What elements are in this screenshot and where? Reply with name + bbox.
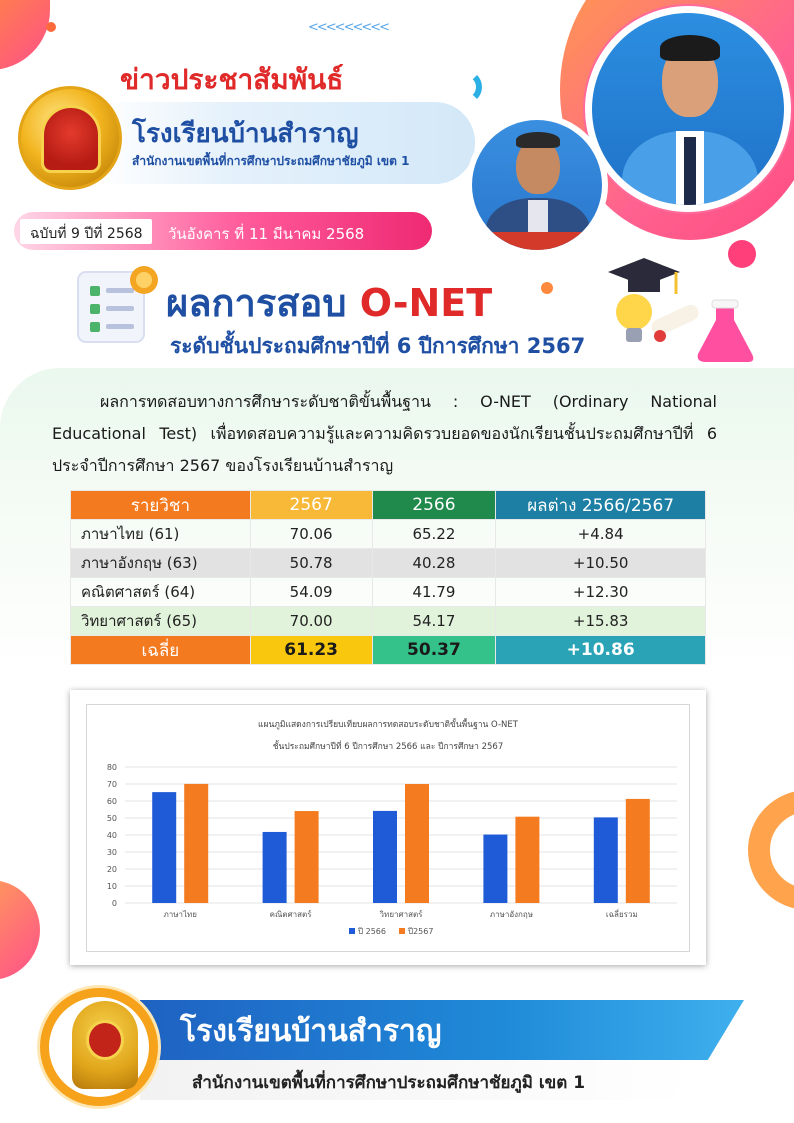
y-tick-label: 20: [106, 865, 117, 874]
cell-2566: 65.22: [372, 520, 496, 549]
cell-subject: คณิตศาสตร์ (64): [71, 578, 251, 607]
cell-subject: วิทยาศาสตร์ (65): [71, 607, 251, 636]
col-header-2566: 2566: [372, 491, 496, 520]
bar-2566: [263, 832, 287, 903]
school-name: โรงเรียนบ้านสำราญ: [132, 119, 359, 149]
cell-2567: 50.78: [250, 549, 372, 578]
headline-subtitle: ระดับชั้นประถมศึกษาปีที่ 6 ปีการศึกษา 2567: [170, 334, 586, 358]
cell-2567: 70.00: [250, 607, 372, 636]
legend-label: ปี2567: [408, 927, 434, 936]
y-tick-label: 30: [106, 848, 117, 857]
bar-2567: [184, 784, 208, 903]
cell-2566: 40.28: [372, 549, 496, 578]
intro-paragraph: [52, 386, 717, 482]
headline-prefix: ผลการสอบ: [166, 281, 347, 325]
chart-area: [86, 704, 690, 952]
cell-2567: 54.09: [250, 578, 372, 607]
cell-subject: ภาษาไทย (61): [71, 520, 251, 549]
cell-subject: ภาษาอังกฤษ (63): [71, 549, 251, 578]
graduation-lightbulb-flask-icon: [598, 250, 758, 370]
table-row: [71, 520, 706, 549]
bar-2567: [626, 799, 650, 903]
decor-ring-right: [748, 790, 794, 910]
cell-average-2567: 61.23: [250, 636, 372, 665]
cell-difference: +12.30: [496, 578, 706, 607]
headline-onet: O-NET: [359, 281, 493, 325]
seal-emblem-icon: [41, 105, 101, 173]
table-average-row: [71, 636, 706, 665]
bar-chart: [87, 705, 689, 951]
cell-difference: +15.83: [496, 607, 706, 636]
cell-average-2566: 50.37: [372, 636, 496, 665]
bar-2567: [405, 784, 429, 903]
y-tick-label: 50: [106, 814, 117, 823]
score-table: [70, 490, 706, 665]
x-tick-label: ภาษาไทย: [163, 910, 197, 919]
clipboard-checklist-icon: [72, 262, 168, 348]
cell-difference: +4.84: [496, 520, 706, 549]
y-tick-label: 10: [106, 882, 117, 891]
y-tick-label: 70: [106, 780, 117, 789]
table-row: [71, 578, 706, 607]
x-tick-label: คณิตศาสตร์: [269, 910, 312, 919]
bar-2567: [295, 811, 319, 903]
decor-circle-top-left: [0, 0, 50, 70]
office-name: สำนักงานเขตพื้นที่การศึกษาประถมศึกษาชัยภูมิ เขต 1: [132, 154, 410, 168]
table-row: [71, 549, 706, 578]
cell-2566: 41.79: [372, 578, 496, 607]
issue-number: ฉบับที่ 9 ปีที่ 2568: [30, 226, 143, 242]
bar-2567: [515, 817, 539, 903]
decor-dot-orange: [541, 282, 553, 294]
table-row: [71, 607, 706, 636]
cell-2567: 70.06: [250, 520, 372, 549]
decor-swoosh: [448, 70, 482, 104]
footer-office-name: สำนักงานเขตพื้นที่การศึกษาประถมศึกษาชัยภูมิ เขต 1: [192, 1073, 586, 1093]
intro-text: ผลการทดสอบทางการศึกษาระดับชาติขั้นพื้นฐาน : O-NET (Ordinary National Educational Test) เพื่อทดสอบความรู้และความคิดรวบยอดของนักเรียนชั้นประถมศึกษาปีที่ 6 ประจำปีการศึกษา 2567 ของโรงเรียนบ้านสำราญ: [52, 392, 717, 475]
legend-swatch: [349, 928, 355, 934]
cell-average-label: เฉลี่ย: [71, 636, 251, 665]
bar-2566: [152, 792, 176, 903]
cell-2566: 54.17: [372, 607, 496, 636]
x-tick-label: ภาษาอังกฤษ: [489, 910, 534, 919]
bar-2566: [483, 835, 507, 903]
portrait-photo-teacher: [466, 114, 608, 256]
cell-average-difference: +10.86: [496, 636, 706, 665]
decor-circle-left: [0, 880, 40, 980]
portrait-photo-director: [585, 6, 791, 212]
col-header-2567: 2567: [250, 491, 372, 520]
x-tick-label: วิทยาศาสตร์: [379, 910, 423, 919]
bar-2566: [373, 811, 397, 903]
x-tick-label: เฉลี่ยรวม: [605, 910, 638, 919]
chart-frame: [70, 690, 706, 965]
y-tick-label: 40: [106, 831, 117, 840]
chart-subtitle: ชั้นประถมศึกษาปีที่ 6 ปีการศึกษา 2566 และ ปีการศึกษา 2567: [272, 742, 504, 752]
legend-swatch: [399, 928, 405, 934]
legend-label: ปี 2566: [358, 927, 386, 936]
table-header-row: [71, 491, 706, 520]
col-header-subject: รายวิชา: [71, 491, 251, 520]
chart-title: แผนภูมิแสดงการเปรียบเทียบผลการทดสอบระดับชาติขั้นพื้นฐาน O-NET: [258, 720, 518, 730]
y-tick-label: 80: [106, 763, 117, 772]
y-tick-label: 60: [106, 797, 117, 806]
bar-2566: [594, 817, 618, 903]
pr-label: ข่าวประชาสัมพันธ์: [120, 63, 344, 96]
chevron-decoration: <<<<<<<<<: [308, 20, 389, 35]
footer-school-name: โรงเรียนบ้านสำราญ: [180, 1014, 442, 1049]
school-seal-logo: [18, 86, 122, 190]
footer-logo-emblem-icon: [86, 1020, 124, 1060]
y-tick-label: 0: [111, 899, 117, 908]
headline-title: [166, 272, 492, 333]
cell-difference: +10.50: [496, 549, 706, 578]
publish-date: วันอังคาร ที่ 11 มีนาคม 2568: [168, 225, 365, 243]
col-header-difference: ผลต่าง 2566/2567: [496, 491, 706, 520]
decor-dot-small: [46, 22, 56, 32]
